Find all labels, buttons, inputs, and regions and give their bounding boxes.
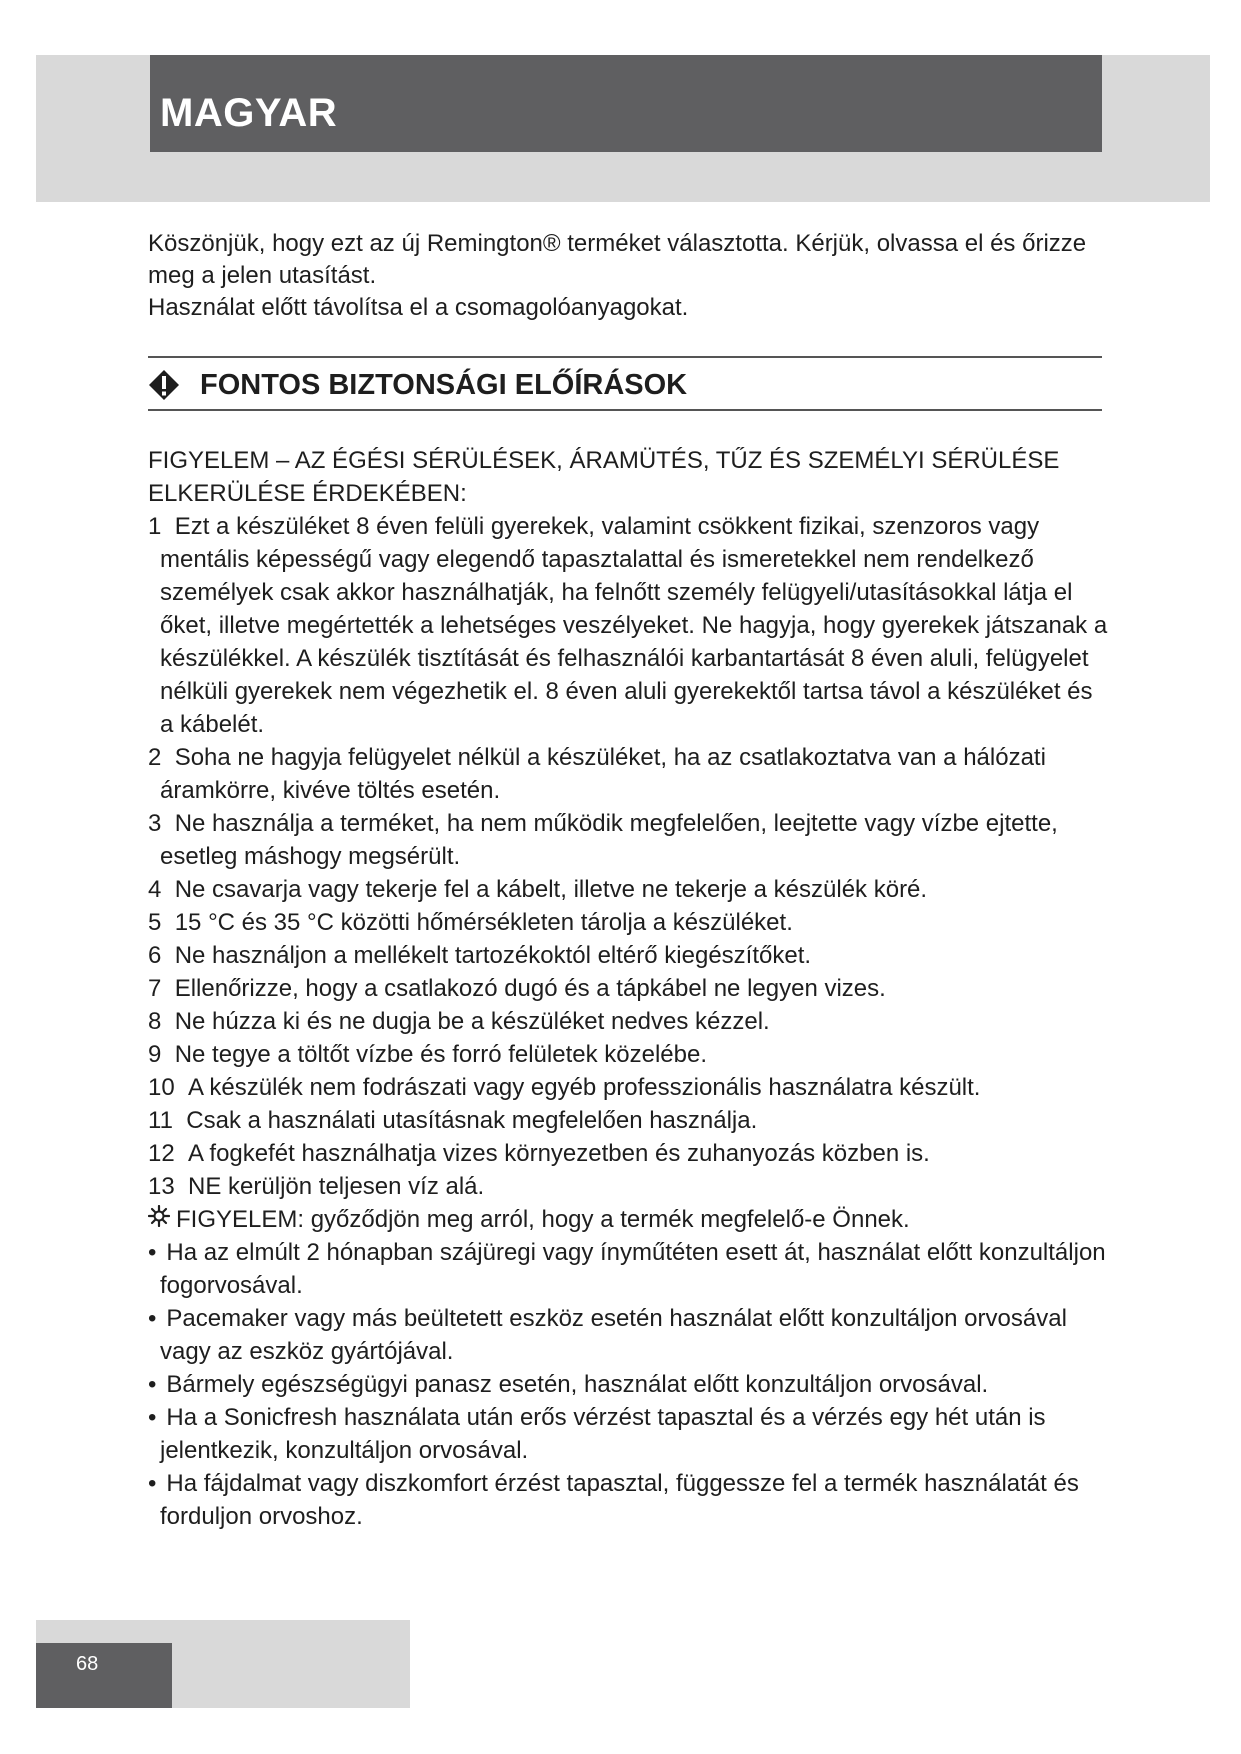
bullet-item bbox=[148, 1467, 1108, 1533]
sun-icon bbox=[148, 1205, 170, 1227]
rule-number: 11 bbox=[148, 1107, 173, 1134]
rule-item bbox=[148, 807, 1108, 873]
rule-text: Ellenőrizze, hogy a csatlakozó dugó és a tápkábel ne legyen vizes. bbox=[174, 975, 886, 1002]
rule-number: 9 bbox=[148, 1041, 162, 1068]
bullet-dot: • bbox=[148, 1470, 157, 1497]
rule-number: 13 bbox=[148, 1173, 175, 1200]
rule-number: 12 bbox=[148, 1140, 175, 1167]
rule-number: 10 bbox=[148, 1074, 175, 1101]
rule-item bbox=[148, 906, 1108, 939]
section-heading bbox=[148, 364, 687, 406]
rule-item bbox=[148, 972, 1108, 1005]
rule-item bbox=[148, 1038, 1108, 1071]
intro-paragraph: Köszönjük, hogy ezt az új Remington® terméket választotta. Kérjük, olvassa el és őrizze meg a jelen utasítást. bbox=[148, 230, 1087, 289]
rule-item bbox=[148, 1137, 1108, 1170]
rule-item bbox=[148, 1104, 1108, 1137]
rule-text: A készülék nem fodrászati vagy egyéb professzionális használatra készült. bbox=[188, 1074, 981, 1101]
rule-text: Ne használjon a mellékelt tartozékoktól eltérő kiegészítőket. bbox=[174, 942, 812, 969]
bullet-text: Bármely egészségügyi panasz esetén, használat előtt konzultáljon orvosával. bbox=[166, 1371, 989, 1398]
bullet-item bbox=[148, 1236, 1108, 1302]
bullet-item bbox=[148, 1401, 1108, 1467]
bullet-dot: • bbox=[148, 1305, 157, 1332]
rule-text: NE kerüljön teljesen víz alá. bbox=[188, 1173, 485, 1200]
rule-number: 6 bbox=[148, 942, 162, 969]
rule-text: Soha ne hagyja felügyelet nélkül a készüléket, ha az csatlakoztatva van a hálózati áramkörre, kivéve töltés esetén. bbox=[160, 744, 1046, 804]
safety-instructions bbox=[148, 444, 1108, 1533]
bullet-dot: • bbox=[148, 1371, 157, 1398]
page-number-box bbox=[36, 1643, 172, 1708]
rule-number: 4 bbox=[148, 876, 162, 903]
notice-line bbox=[148, 1203, 1108, 1236]
rule-item bbox=[148, 510, 1108, 741]
rule-item bbox=[148, 873, 1108, 906]
bullet-list bbox=[148, 1236, 1108, 1533]
rule-number: 5 bbox=[148, 909, 162, 936]
rule-item bbox=[148, 1005, 1108, 1038]
intro-text bbox=[148, 228, 1098, 324]
warning-icon bbox=[148, 369, 180, 401]
rule-number: 7 bbox=[148, 975, 162, 1002]
bullet-text: Ha a Sonicfresh használata után erős vérzést tapasztal és a vérzés egy hét után is jelentkezik, konzultáljon orvosával. bbox=[160, 1404, 1046, 1464]
bullet-text: Ha az elmúlt 2 hónapban szájüregi vagy ínyműtéten esett át, használat előtt konzultáljon fogorvosával. bbox=[160, 1239, 1106, 1299]
notice-text: FIGYELEM: győződjön meg arról, hogy a termék megfelelő-e Önnek. bbox=[176, 1206, 910, 1233]
bullet-item bbox=[148, 1302, 1108, 1368]
section-title: FONTOS BIZTONSÁGI ELŐÍRÁSOK bbox=[200, 368, 688, 401]
rule-text: Ne tegye a töltőt vízbe és forró felületek közelébe. bbox=[174, 1041, 708, 1068]
bullet-text: Ha fájdalmat vagy diszkomfort érzést tapasztal, függessze fel a termék használatát és forduljon orvoshoz. bbox=[160, 1470, 1079, 1530]
intro-paragraph: Használat előtt távolítsa el a csomagolóanyagokat. bbox=[148, 294, 689, 321]
page-number: 68 bbox=[76, 1653, 99, 1675]
page-title: MAGYAR bbox=[160, 91, 338, 135]
rule-item bbox=[148, 741, 1108, 807]
section-divider-top bbox=[148, 356, 1102, 358]
rule-text: Ne csavarja vagy tekerje fel a kábelt, illetve ne tekerje a készülék köré. bbox=[174, 876, 928, 903]
rule-text: A fogkefét használhatja vizes környezetben és zuhanyozás közben is. bbox=[188, 1140, 930, 1167]
rule-text: Ezt a készüléket 8 éven felüli gyerekek, valamint csökkent fizikai, szenzoros vagy mentális képességű vagy elegendő tapasztalattal és ismeretekkel nem rendelkező személyek csak akkor használhatják, ha felnőtt személy felügyeli/utasításokkal látja el őket, illetve megértették a lehetséges veszélyeket. Ne hagyja, hogy gyerekek játszanak a készülékkel. A készülék tisztítását és felhasználói karbantartását 8 éven aluli, felügyelet nélküli gyerekek nem végezhetik el. 8 éven aluli gyerekektől tartsa távol a készüléket és a kábelét. bbox=[160, 513, 1108, 738]
rule-number: 3 bbox=[148, 810, 162, 837]
rule-text: Csak a használati utasításnak megfelelően használja. bbox=[186, 1107, 758, 1134]
rule-text: Ne húzza ki és ne dugja be a készüléket nedves kézzel. bbox=[174, 1008, 770, 1035]
bullet-dot: • bbox=[148, 1404, 157, 1431]
bullet-item bbox=[148, 1368, 1108, 1401]
rule-number: 1 bbox=[148, 513, 162, 540]
rule-item bbox=[148, 1170, 1108, 1203]
language-title-bar bbox=[150, 55, 1102, 152]
rule-text: 15 °C és 35 °C közötti hőmérsékleten tárolja a készüléket. bbox=[174, 909, 793, 936]
bullet-dot: • bbox=[148, 1239, 157, 1266]
section-divider-bottom bbox=[148, 409, 1102, 411]
rule-item bbox=[148, 939, 1108, 972]
rule-item bbox=[148, 1071, 1108, 1104]
rules-list bbox=[148, 510, 1108, 1203]
bullet-text: Pacemaker vagy más beültetett eszköz esetén használat előtt konzultáljon orvosával vagy az eszköz gyártójával. bbox=[160, 1305, 1067, 1365]
rule-text: Ne használja a terméket, ha nem működik megfelelően, leejtette vagy vízbe ejtette, esetleg máshogy megsérült. bbox=[160, 810, 1058, 870]
rule-number: 2 bbox=[148, 744, 162, 771]
warning-heading: FIGYELEM – AZ ÉGÉSI SÉRÜLÉSEK, ÁRAMÜTÉS, TŰZ ÉS SZEMÉLYI SÉRÜLÉSE ELKERÜLÉSE ÉRDEKÉBEN: bbox=[148, 447, 1060, 507]
rule-number: 8 bbox=[148, 1008, 162, 1035]
